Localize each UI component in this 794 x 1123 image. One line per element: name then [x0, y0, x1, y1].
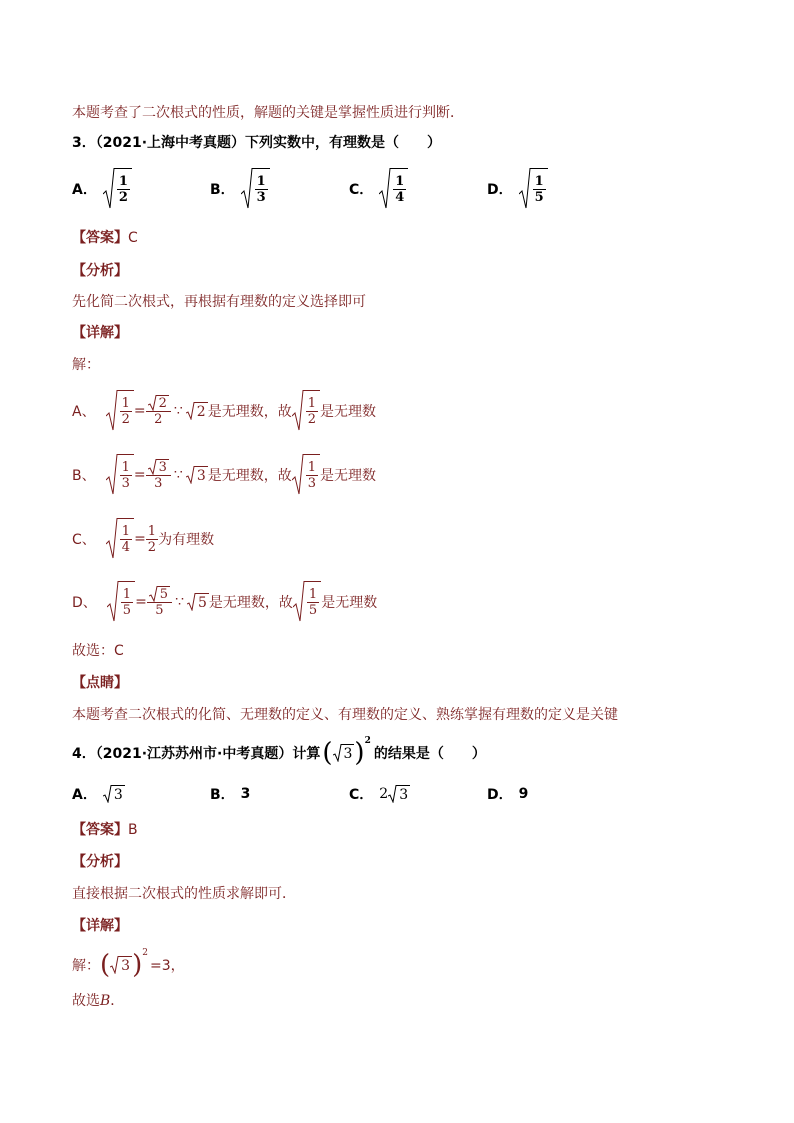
- step-text: 是无理数: [320, 404, 376, 420]
- open-paren: (: [100, 950, 111, 980]
- radicand: 5: [159, 587, 169, 602]
- sqrt-fraction: [241, 168, 270, 210]
- step-label: C、: [72, 532, 96, 548]
- q3-step-a: [72, 390, 376, 432]
- q4-option-b[interactable]: [210, 784, 250, 804]
- step-text: 是无理数: [320, 468, 377, 484]
- sqrt-fraction: [107, 581, 135, 623]
- q3-option-b[interactable]: [210, 168, 270, 210]
- question-4-stem: [72, 738, 486, 768]
- option-label: D．: [487, 182, 513, 198]
- fraction: [146, 524, 158, 555]
- choose-answer: B: [100, 993, 111, 1009]
- option-label: D．: [487, 787, 513, 803]
- close-paren: ): [132, 950, 143, 980]
- sqrt-fraction: [106, 390, 134, 432]
- option-value: 3: [240, 786, 251, 802]
- coefficient: 2: [379, 786, 389, 802]
- answer-tag: 【答案】: [72, 822, 128, 838]
- question-3-stem: 3．（2021·上海中考真题）下列实数中，有理数是（ ）: [72, 135, 442, 151]
- sqrt-fraction: [293, 581, 321, 623]
- q4-analysis-text: 直接根据二次根式的性质求解即可．: [72, 886, 296, 902]
- because-symbol: ∵: [173, 403, 183, 419]
- answer-value: C: [128, 230, 138, 246]
- denominator: 4: [121, 540, 131, 555]
- q4-choose: [72, 991, 124, 1011]
- q3-option-a[interactable]: [72, 168, 132, 210]
- sqrt: [186, 466, 208, 484]
- numerator: 1: [534, 174, 544, 189]
- sqrt-fraction: [106, 518, 134, 560]
- option-label: B．: [210, 787, 235, 803]
- exponent: 2: [364, 736, 371, 746]
- step-text: 是无理数，故: [207, 404, 292, 420]
- answer-value: B: [128, 822, 138, 838]
- open-paren: (: [322, 738, 333, 768]
- q3-step-d: [72, 581, 377, 623]
- q3-step-b: [72, 454, 376, 496]
- sqrt: [149, 586, 170, 602]
- denominator: 5: [122, 603, 132, 618]
- numerator: 1: [121, 396, 130, 411]
- q3-comment-text: 本题考查二次根式的化简、无理数的定义、有理数的定义、熟练掌握有理数的定义是关键: [72, 707, 618, 723]
- sqrt-fraction: [292, 454, 320, 496]
- numerator: 1: [118, 174, 128, 189]
- sqrt-fraction: [292, 390, 320, 432]
- q3-detail-tag: 【详解】: [72, 325, 128, 341]
- numerator: 1: [147, 523, 157, 539]
- denominator: 2: [147, 539, 157, 555]
- sqrt: [186, 402, 208, 420]
- q4-option-a[interactable]: [72, 784, 125, 804]
- because-symbol: ∵: [173, 467, 183, 483]
- choose-end: ．: [110, 993, 125, 1009]
- sqrt-fraction: [103, 168, 132, 210]
- close-paren: ): [354, 738, 365, 768]
- step-label: B、: [72, 468, 96, 484]
- option-value: 9: [518, 786, 529, 802]
- radicand: 3: [158, 460, 167, 475]
- radicand: 5: [198, 594, 207, 611]
- sqrt: [388, 785, 410, 803]
- equals-sign: =: [134, 531, 146, 547]
- q4-analysis-tag: 【分析】: [72, 854, 128, 870]
- radicand: 3: [343, 745, 353, 762]
- q3-option-c[interactable]: [349, 168, 408, 210]
- denominator: 2: [154, 412, 163, 427]
- intro-text: 本题考查了二次根式的性质，解题的关键是掌握性质进行判断．: [72, 105, 464, 121]
- equals-sign: =: [133, 403, 146, 419]
- stem-text: 的结果是（ ）: [373, 746, 486, 762]
- step-label: A、: [72, 404, 96, 420]
- solution-text: 解：: [72, 958, 100, 974]
- numerator: 1: [307, 396, 316, 411]
- denominator: 3: [121, 476, 130, 491]
- step-text: 是无理数，故: [207, 468, 292, 484]
- q3-analysis-tag: 【分析】: [72, 263, 128, 279]
- sqrt-fraction: [106, 454, 134, 496]
- sqrt: [148, 459, 169, 475]
- equals-sign: =: [135, 594, 147, 610]
- sqrt-fraction: [519, 168, 548, 210]
- numerator: 1: [121, 460, 130, 475]
- numerator: 1: [307, 460, 317, 475]
- numerator: 1: [121, 524, 131, 539]
- numerator: 1: [256, 174, 266, 189]
- q3-comment-tag: 【点睛】: [72, 675, 128, 691]
- radicand: 2: [158, 396, 167, 411]
- option-label: A．: [72, 787, 97, 803]
- numerator: 1: [308, 587, 318, 602]
- radicand: 3: [121, 957, 131, 974]
- radicand: 3: [113, 786, 123, 803]
- sqrt: [187, 593, 209, 611]
- fraction: [146, 459, 171, 491]
- q4-detail-tag: 【详解】: [72, 918, 128, 934]
- q4-option-d[interactable]: [487, 784, 528, 804]
- step-text: 是无理数: [321, 595, 378, 611]
- q4-option-c[interactable]: [349, 784, 410, 804]
- radicand: 2: [196, 403, 206, 420]
- denominator: 3: [307, 476, 317, 491]
- numerator: 1: [122, 587, 132, 602]
- choose-text: 故选: [72, 993, 100, 1009]
- q3-analysis-text: 先化简二次根式，再根据有理数的定义选择即可: [72, 294, 366, 310]
- sqrt: [148, 395, 169, 411]
- option-label: C．: [349, 787, 374, 803]
- fraction: [147, 586, 172, 618]
- denominator: 5: [534, 190, 544, 205]
- denominator: 2: [118, 190, 128, 205]
- fraction: [146, 395, 171, 427]
- q3-solution-start: 解：: [72, 357, 100, 373]
- q3-answer: [72, 228, 138, 248]
- q3-choose-text: 故选：C: [72, 643, 124, 659]
- q4-solution: [72, 950, 185, 980]
- option-label: A．: [72, 182, 97, 198]
- solution-text: =3，: [149, 958, 185, 974]
- stem-text: 4．（2021·江苏苏州市·中考真题）计算: [72, 746, 321, 762]
- denominator: 3: [256, 190, 266, 205]
- step-label: D、: [72, 595, 97, 611]
- denominator: 5: [308, 603, 318, 618]
- q3-option-d[interactable]: [487, 168, 548, 210]
- denominator: 3: [154, 476, 163, 491]
- radicand: 3: [196, 467, 206, 484]
- step-text: 是无理数，故: [208, 595, 293, 611]
- sqrt: [103, 785, 125, 803]
- option-label: C．: [349, 182, 374, 198]
- denominator: 2: [307, 412, 316, 427]
- sqrt-fraction: [379, 168, 408, 210]
- denominator: 5: [155, 603, 164, 618]
- answer-tag: 【答案】: [72, 230, 128, 246]
- numerator: 1: [395, 174, 405, 189]
- option-label: B．: [210, 182, 235, 198]
- sqrt: [333, 744, 355, 762]
- exponent: 2: [142, 948, 148, 958]
- q4-answer: [72, 820, 138, 840]
- q3-step-c: [72, 518, 214, 560]
- step-text: 为有理数: [158, 532, 215, 548]
- denominator: 4: [395, 190, 405, 205]
- because-symbol: ∵: [175, 594, 184, 610]
- radicand: 3: [399, 786, 409, 803]
- equals-sign: =: [133, 467, 146, 483]
- sqrt: [110, 956, 132, 974]
- denominator: 2: [121, 412, 130, 427]
